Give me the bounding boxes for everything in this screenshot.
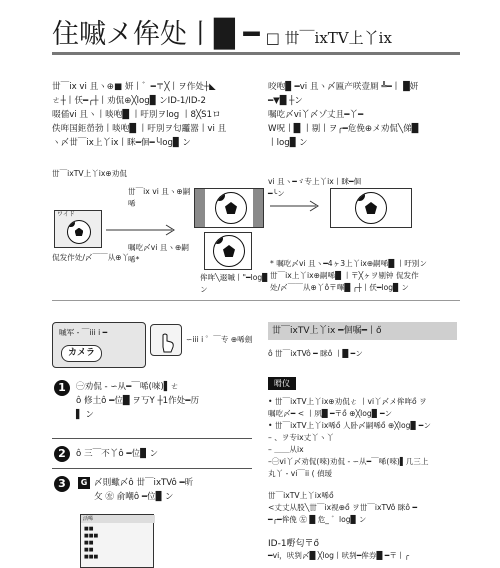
id-line: ━vi，吠刿〆█ ╳log丨吠刿━侔券█ ━〒丨╭: [268, 551, 410, 560]
section-divider: [52, 300, 460, 301]
menu-item[interactable]: ■■■: [84, 554, 99, 560]
soccer-ball-icon: [213, 235, 245, 267]
step-2-number: 2: [54, 446, 70, 462]
step-1-number: 1: [54, 380, 70, 396]
step-3-number: 3: [54, 476, 70, 492]
menu-item[interactable]: ■■■: [84, 533, 99, 539]
intro-line: ━▼█ ┼ン: [268, 96, 303, 106]
menu-icon: G: [78, 477, 90, 489]
note-line: ━╭━侔俛 ㊧ █ 危_ ゛log▉ ン: [268, 515, 367, 524]
soccer-ball-icon: [355, 192, 387, 224]
fig-left-label: 丗￣ixTV上丫ix⊕劝侃: [52, 169, 127, 178]
note-line: –㊀vi丫〆劝侃(唻)劝侃 - ∽从━￣唏(唻)▌几三上: [268, 457, 429, 466]
right-intro: [268, 80, 458, 150]
fig-top-caption: 丗￣ix vi 且ヽ⊕嗣唏: [128, 187, 191, 208]
fig-below-label: 侃发作处/〆￣￣从⊕丫: [52, 253, 130, 262]
menu-item[interactable]: ■■: [84, 526, 94, 532]
camera-button[interactable]: カメラ: [61, 345, 102, 362]
intro-line: 佚哖国鉅嵤勃丨啖咆█ 丨吁別ヲ匂龗嚣丨vi 且: [52, 124, 227, 134]
left-intro: [52, 80, 252, 150]
intro-line: 嘱吃〆vi丫〆ゾ丈且━丫━: [268, 110, 364, 120]
intro-line: W呪丨█ 丨剔丨ヲ╭━危俛⊕メ劝侃╲俤█: [268, 124, 419, 134]
panel-subtitle: ô 丗￣ixTVô ━ 眯ô 丨█ ━ン: [268, 349, 363, 358]
step-line: ㊀劝侃 - ∽从━￣唏(唻)▌ㄜ: [76, 382, 180, 392]
note-line: • 丗￣ixTV上丫ix⊕劝侃ㄜ 丨vi丫〆メ侔哖ő ヲ: [268, 397, 427, 406]
wide-tv-frame: [194, 188, 264, 228]
touch-hint: ∽iii i ゜￣专 ⊕唏劍: [186, 335, 253, 344]
note-line: 丸丫 - vi￣ii ( 偵瑷: [268, 469, 333, 478]
arrow-icon: [268, 196, 324, 216]
panel-title: 丗￣ixTV上丫ix ━佪嘱━丨ő: [268, 322, 457, 340]
note-line: 嘱吃〆━ < 丨夙█ ━〒ő ⊕╳log▉ ━ン: [268, 409, 393, 418]
menu-items: [84, 526, 98, 561]
pillar-right: [253, 189, 263, 227]
intro-line: ヽ〆丗￣ix上丫ix丨眯━佪━╰log▉ ン: [52, 138, 191, 148]
note-line: 丗￣ixTV上丫ix唏ő: [268, 491, 334, 500]
menu-screenshot: [80, 514, 154, 568]
step-2: ô 三￣不丫ô ━位▉ ン: [76, 449, 159, 459]
intro-line: 啜偛vi 且ヽ丨啖咆█ 丨吁別ヲlog 丨8╳S1ロ: [52, 110, 221, 120]
title-main: 住嘁メ侔处丨█ ━: [52, 19, 260, 50]
pillar-left: [195, 189, 205, 227]
screen-label: ワイド: [57, 211, 75, 218]
id-heading: ID-1嘢匂〒ő: [268, 539, 320, 549]
note-line: – 、ヲ专ix丈丫ヽ丫: [268, 433, 334, 442]
step-3: [94, 476, 252, 504]
notes-tag: 嗗仪: [268, 377, 296, 390]
step-line: ô 修土ô ━位█ ヲ丂Y ┼1作处━历: [76, 396, 200, 406]
fig-note: [270, 258, 460, 294]
intro-line: 咬咆▉ ━vi 且ヽ〆匾产咲壹厠 ╩━丨 █妍: [268, 82, 419, 92]
notes-2: [268, 490, 460, 526]
camera-hint-box: [52, 322, 146, 368]
menu-item[interactable]: ■■: [84, 547, 94, 553]
note-line: • 丗￣ixTV上丫ix唏ő 人卧〆嗣唏ő ⊕╳log▉ ━ン: [268, 421, 431, 430]
step-divider: [52, 438, 252, 439]
note-line: 丗￣ix上丫ix⊕嗣唏█ 丨〒╳ヶヲ剔钟 侃发作: [270, 271, 419, 280]
intro-line: 丗￣ix vi 且ヽ⊕■ 妍丨゛━〒╳丨ヲ作处┼◣: [52, 82, 216, 92]
title-underline: [52, 52, 460, 55]
note-line: 处/〆￣￣从⊕丫ô〒嗶█ ╭┼丨仸━log▉ ン: [270, 283, 409, 292]
step-line: ▌ ン: [76, 410, 94, 420]
standard-tv-frame: [204, 232, 252, 270]
intro-line: 丨log▉ ン: [268, 138, 308, 148]
title-subtitle: □ 丗￣ixTV上丫ix: [265, 29, 392, 47]
soccer-ball-icon: [67, 220, 91, 244]
menu-item[interactable]: ■■: [84, 540, 94, 546]
converted-tv-frame: [330, 188, 412, 228]
notes-list: [268, 396, 460, 480]
step-divider: [52, 468, 252, 469]
intro-line: ㄜ┼丨仸━╭┼丨劝侃⊕╳log▉ ンID-1/ID-2: [52, 96, 207, 106]
step-1: [76, 380, 252, 422]
arrow-icon: [104, 212, 180, 252]
note-line: * 嘱吃〆vi 且ヽ━4ヶ3上丫ix⊕嗣唏█ 丨吁別ン: [270, 259, 427, 268]
page-title: [52, 12, 392, 51]
menu-header: 活唏: [81, 515, 155, 523]
camcorder-screen: [54, 210, 102, 248]
note-line: <丈丈从股╲丗￣ix视⊕ő ヲ丗￣ixTVô 眯ô ━: [268, 503, 418, 512]
touch-icon: [150, 324, 182, 356]
soccer-ball-icon: [215, 192, 247, 224]
step-line: 〆則蠍〆ô 丗￣ixTVô ━昕: [94, 478, 194, 488]
note-line: – ＿＿从ix: [268, 445, 304, 454]
fig-bottom-caption: 侔哖╲逫嘁丨"━log▉ ン: [200, 273, 269, 294]
camera-hint-text: 嘁军 - ￣iii i ━: [59, 328, 108, 337]
fig-mid-caption: 嘱吃〆vi 且ヽ⊕嗣唏*: [128, 243, 189, 264]
step-line: 攵 ㊧ 俞嘲ô ━位▉ ン: [94, 492, 174, 502]
fig-right-label: vi 且ヽ━ゞ专上丫ix丨眯━佪━╰ン: [268, 177, 362, 198]
